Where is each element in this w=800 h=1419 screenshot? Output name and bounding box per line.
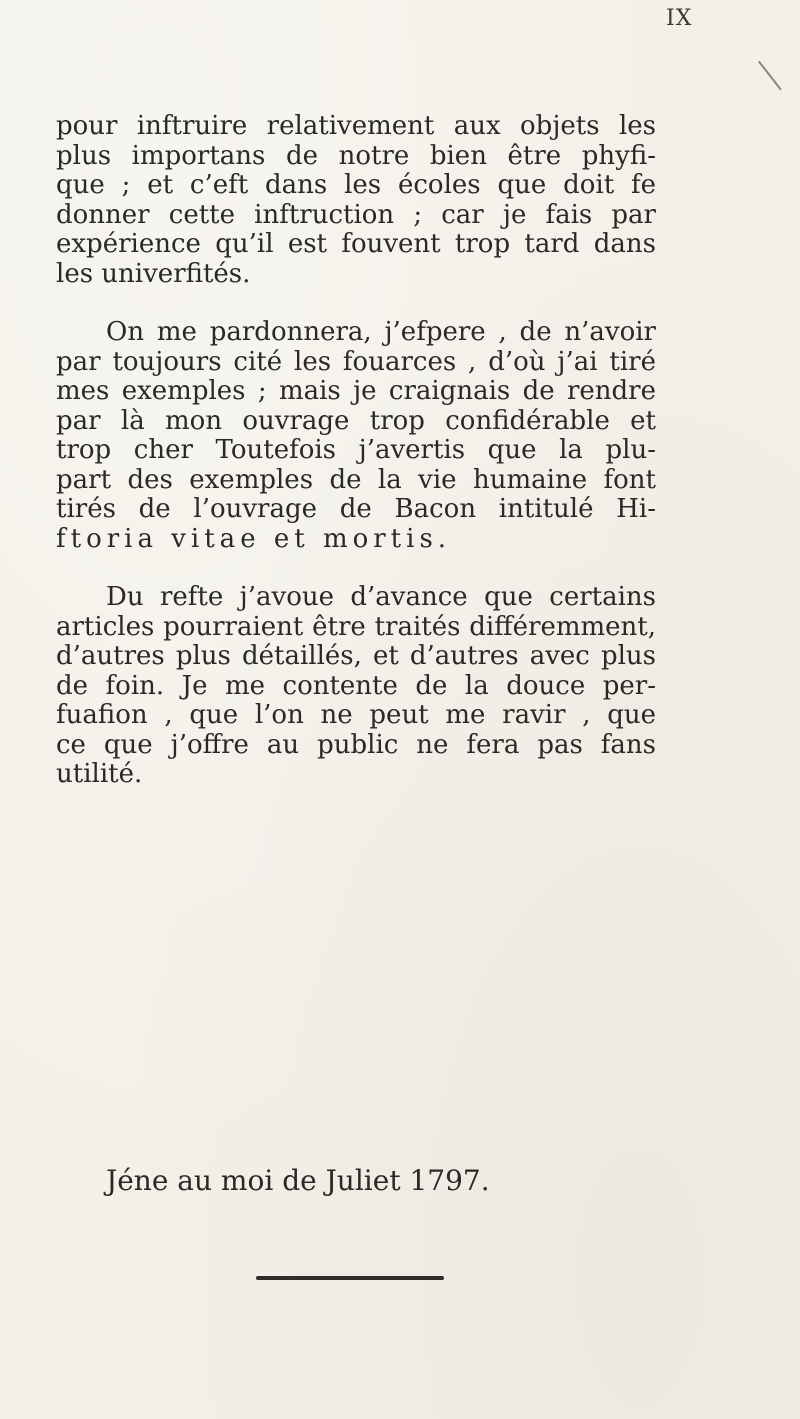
text-line: fuafion , que l’on ne peut me ravir , que (56, 700, 656, 730)
text-line: plus importans de notre bien être phyfi- (56, 140, 656, 171)
text-line: de foin. Je me contente de la douce per- (56, 670, 656, 701)
paragraph-gap (56, 554, 656, 583)
paragraph-1 (56, 112, 656, 289)
text-line: par là mon ouvrage trop confidérable et (56, 405, 656, 436)
text-line: ce que j’offre au public ne fera pas fans (56, 729, 656, 760)
text-line: pour inftruire relativement aux objets les (56, 111, 656, 141)
text-line: On me pardonnera, j’efpere , de n’avoir (106, 317, 656, 347)
body-text (56, 112, 656, 790)
text-line: part des exemples de la vie humaine font (56, 464, 656, 495)
text-line: ftoria vitae et mortis. (56, 523, 452, 554)
date-line: Jéne au moi de Juliet 1797. (106, 1164, 490, 1197)
text-line: utilité. (56, 759, 143, 789)
paragraph-3 (56, 583, 656, 790)
text-line: expérience qu’il est fouvent trop tard dans (56, 229, 656, 259)
page-number: IX (666, 6, 693, 31)
text-line: mes exemples ; mais je craignais de rendre (56, 376, 656, 406)
text-line: d’autres plus détaillés, et d’autres avec plus (56, 641, 656, 671)
text-line: tirés de l’ouvrage de Bacon intitulé Hi- (56, 494, 656, 524)
text-line: Du refte j’avoue d’avance que certains (106, 582, 656, 612)
text-line: trop cher Toutefois j’avertis que la plu- (56, 435, 656, 465)
text-line: par toujours cité les fouarces , d’où j’ai tiré (56, 346, 656, 377)
text-line: que ; et c’eft dans les écoles que doit fe (56, 170, 656, 200)
text-line: articles pourraient être traités différemment, (56, 611, 656, 642)
text-line: donner cette inftruction ; car je fais par (56, 199, 656, 230)
margin-mark (758, 61, 782, 91)
paragraph-gap (56, 289, 656, 318)
text-line: les univerfités. (56, 258, 251, 289)
ornamental-rule (256, 1276, 444, 1280)
paragraph-2 (56, 318, 656, 554)
